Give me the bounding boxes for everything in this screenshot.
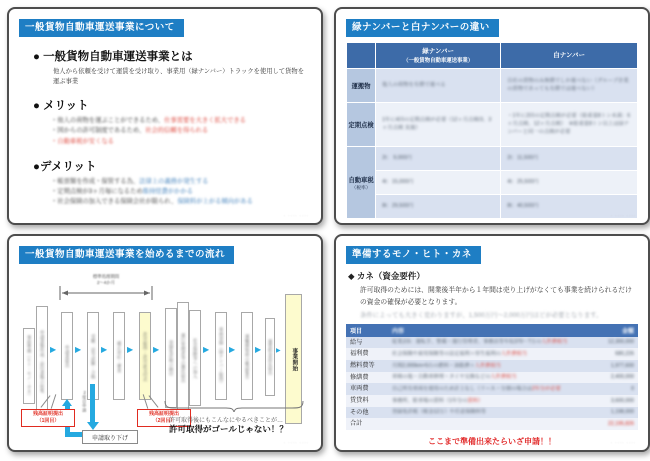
cell-text: ・1年に2回の定期点検が必要（総重量8トン未満：6ヶ月点検、12ヶ月点検） ※総重量8トン以上は緑ナンバーと同一の点検が必要 bbox=[507, 112, 631, 135]
flow-step-box: 車両登録（緑ナンバー取得） bbox=[215, 312, 227, 400]
money-requirement-heading: ◆ カネ（資金要件） bbox=[348, 271, 425, 282]
cell-text: 4t：25,500円 bbox=[507, 178, 539, 185]
table-row bbox=[347, 195, 638, 219]
row-amount: 1,198,000 bbox=[610, 409, 634, 416]
resubmit-up-arrowhead-icon bbox=[62, 399, 72, 406]
not-goal-message: 許可取得がゴールじゃない！？ bbox=[169, 424, 288, 435]
balance-proof-2-callout: 残高証明提出 （2回目） bbox=[137, 409, 191, 427]
flow-step-box-exam: 受験：法令試験・合格 bbox=[87, 312, 99, 400]
slide-footer-mark: · ···· ···· bbox=[610, 440, 636, 445]
table-row bbox=[347, 69, 638, 103]
table-row bbox=[347, 171, 638, 195]
row-desc: 自己所有車両を使用のため計上なし（リース・分割の場合は2年分が必要 bbox=[392, 385, 561, 392]
funding-paragraph: 許可取得のためには、開業後半年から１年間は売り上げがなくても事業を続けられるだけの資金の確保が必要となります。 bbox=[360, 287, 632, 306]
cell-text: 8t：29,500円 bbox=[382, 202, 414, 209]
row-desc: 月間2,000km×5台の燃料・油脂費＋人件費相当 bbox=[392, 362, 501, 369]
flow-arrow-icon: ▶ bbox=[50, 345, 57, 355]
row-amount: 12,300,000 bbox=[608, 339, 634, 346]
slide4-title: 準備するモノ・ヒト・カネ bbox=[346, 246, 481, 264]
callout-line bbox=[51, 395, 57, 410]
slide1-card bbox=[7, 7, 323, 225]
corner-cell bbox=[347, 43, 376, 69]
slide1-heading-definition: ● 一般貨物自動車運送事業とは bbox=[33, 51, 193, 64]
cell-text: 2t：11,500円 bbox=[507, 154, 539, 161]
withdraw-application-box: 申請取り下げ bbox=[82, 430, 138, 444]
flow-step-box: 運賃料金設定届出 bbox=[265, 318, 275, 396]
table-row: 燃料費等 月間2,000km×5台の燃料・油脂費＋人件費相当 1,977,600 bbox=[346, 360, 638, 372]
slide2-title: 緑ナンバーと白ナンバーの違い bbox=[346, 19, 499, 37]
group-brace-icon bbox=[164, 400, 304, 412]
table-row: その他 登録免許税（税金12万）や任意保険料等 1,198,000 bbox=[346, 407, 638, 419]
resubmit-horizontal-bar bbox=[65, 432, 82, 437]
slide-footer-mark: · ···· ···· bbox=[610, 213, 636, 218]
merit-item: ・自動車税が安くなる bbox=[51, 137, 114, 145]
flow-arrow-icon: ▶ bbox=[101, 345, 108, 355]
row-amount: 2,400,000 bbox=[610, 374, 634, 381]
flow-arrow-icon: ▶ bbox=[203, 345, 210, 355]
second-application-note: 2度目申請 bbox=[82, 390, 88, 413]
slide1-title: 一般貨物自動車運送事業について bbox=[19, 19, 184, 37]
flow-arrow-icon: ▶ bbox=[229, 345, 236, 355]
demerit-item: ・帳票類を作成・保管する為、法律上の義務が発生する bbox=[51, 177, 209, 185]
row-desc: 社会保険や雇用保険等の法定福利＋厚生福利の人件費相当 bbox=[392, 350, 527, 357]
table-header-row bbox=[346, 324, 638, 337]
total-label: 合計 bbox=[350, 420, 363, 428]
cell-text: 1年に4回の定期点検が必要（12ヶ月点検/3、3ヶ月点検 実施） bbox=[382, 116, 492, 131]
table-row: 給与 従業員5：運転手、整備・運行管理者、事務員等年収370～?万の人件費相当 12,300,000 bbox=[346, 337, 638, 349]
col-header-desc: 内容 bbox=[392, 328, 405, 335]
number-plate-compare-table bbox=[346, 42, 638, 219]
flow-arrow-icon: ▶ bbox=[153, 345, 160, 355]
row-desc: 従業員5：運転手、整備・運行管理者、事務員等年収370～?万の人件費相当 bbox=[392, 339, 568, 346]
merit-item: ・国からの許可制度であるため、社会的信頼を得られる bbox=[51, 127, 209, 135]
measure-arrow-icon bbox=[59, 286, 153, 300]
flow-step-box: 申請書類作成・添付書類の収集 bbox=[36, 306, 48, 416]
col-header-item: 項目 bbox=[346, 324, 388, 337]
row-amount: 1,977,600 bbox=[610, 362, 634, 369]
flow-arrow-icon: ▶ bbox=[276, 348, 281, 355]
callout-line bbox=[148, 396, 158, 408]
slide-footer-mark: · ···· ···· bbox=[283, 440, 309, 445]
table-row bbox=[347, 147, 638, 171]
slide4-card bbox=[334, 234, 650, 452]
slide3-card bbox=[7, 234, 323, 452]
table-total-row bbox=[346, 418, 638, 430]
col-header-white: 白ナンバー bbox=[501, 43, 638, 69]
flow-step-box: 登録免許税の納付 bbox=[165, 308, 177, 408]
slide1-heading-demerit: ●デメリット bbox=[33, 160, 97, 173]
table-row bbox=[347, 103, 638, 147]
total-amount: 22,195,826 bbox=[608, 420, 634, 427]
balance-proof-1-callout: 残高証明提出 （1回目） bbox=[21, 409, 75, 427]
row-amount: 3,600,000 bbox=[610, 397, 634, 404]
flow-step-box: 申請書提出 bbox=[61, 312, 73, 400]
flow-step-box: 運行管理者等の選任届出 bbox=[177, 302, 189, 412]
flow-arrow-icon: ▶ bbox=[75, 345, 82, 355]
cell-text: 2t： 9,000円 bbox=[382, 154, 412, 161]
slide-footer-mark: · ···· ···· bbox=[283, 213, 309, 218]
processing-period-label: 標準処理期間 2～4か月 bbox=[92, 274, 120, 285]
col-header-amount: 金額 bbox=[621, 328, 634, 335]
row-amount: 0 bbox=[631, 385, 634, 392]
row-desc: 登録免許税（税金12万）や任意保険料等 bbox=[392, 409, 486, 416]
flow-step-box: 社会保険等への加入 bbox=[189, 310, 201, 406]
withdraw-down-arrowhead-icon bbox=[87, 422, 99, 430]
funding-estimate-note: 条件によっても大きく変わりますが、1,500万円～2,000万円ほどが必要となります。 bbox=[360, 311, 603, 319]
cell-text: 8t：40,500円 bbox=[507, 202, 539, 209]
demerit-item: ・社会保険の加入できる保険会社が限られ、保険料が上がる傾向がある bbox=[51, 198, 253, 206]
table-row: 福利費 社会保険や雇用保険等の法定福利＋厚生福利の人件費相当 680,226 bbox=[346, 348, 638, 360]
slide3-title: 一般貨物自動車運送事業を始めるまでの流れ bbox=[19, 246, 234, 264]
cell-text: 他人の荷物を有償で運べる bbox=[382, 81, 446, 88]
row-desc: 車検の他・自動車修理・タイヤ交換などの人件費相当 bbox=[392, 374, 517, 381]
slide1-heading-merit: ● メリット bbox=[33, 100, 89, 113]
apply-cta-text: ここまで準備出来たらいざ申請！！ bbox=[428, 437, 556, 447]
flow-step-box: 事前準備（ヒト・モノ・カネ） bbox=[23, 328, 35, 404]
flow-step-box: 補正対応・審査 bbox=[113, 312, 125, 400]
table-row: 修繕費 車検の他・自動車修理・タイヤ交換などの人件費相当 2,400,000 bbox=[346, 372, 638, 384]
flow-step-box: 運輸開始前の確認報告 bbox=[241, 312, 253, 400]
flow-arrow-icon: ▶ bbox=[255, 345, 262, 355]
demerit-item: ・定期点検が3ヶ月毎になるため維持経費がかかる bbox=[51, 188, 194, 196]
col-header-green: 緑ナンバー （一般貨物自動車運送事業） bbox=[376, 43, 501, 69]
slide1-definition-text: 他人から依頼を受けて運賃を受け取り、事業用（緑ナンバー）トラックを使用して貨物を運ぶ事業 bbox=[53, 68, 304, 85]
row-label: 定期点検 bbox=[347, 103, 376, 147]
funding-table bbox=[346, 324, 638, 430]
process-flow-diagram bbox=[19, 266, 311, 446]
table-row: 車両費 自己所有車両を使用のため計上なし（リース・分割の場合は2年分が必要 0 bbox=[346, 383, 638, 395]
withdraw-down-arrow bbox=[90, 384, 95, 422]
cell-text: 自社の貨物のみ無償でしか運べない（グループ企業の貨物であっても有償では運べない） bbox=[507, 77, 629, 92]
flow-arrow-icon: ▶ bbox=[127, 345, 134, 355]
row-desc: 事務所、駐車場の賃料（1年分の賃料） bbox=[392, 397, 484, 404]
flow-step-box-permit: 許可取得・許可証交付式 bbox=[139, 312, 151, 400]
after-permit-note: 許可取得後にもこんなにやるべきことが… bbox=[169, 418, 284, 425]
merit-item: ・他人の荷物を運ぶことができるため、仕事需要を大きく拡大できる bbox=[51, 117, 246, 125]
row-label: 運搬物 bbox=[347, 69, 376, 103]
flow-start-box: 事業開始 bbox=[285, 294, 302, 424]
row-amount: 680,226 bbox=[615, 350, 634, 357]
table-row: 賃貸料 事務所、駐車場の賃料（1年分の賃料） 3,600,000 bbox=[346, 395, 638, 407]
slide2-card bbox=[334, 7, 650, 225]
row-label-tax: 自動車税 （税率） bbox=[347, 147, 376, 219]
cell-text: 4t：15,000円 bbox=[382, 178, 414, 185]
